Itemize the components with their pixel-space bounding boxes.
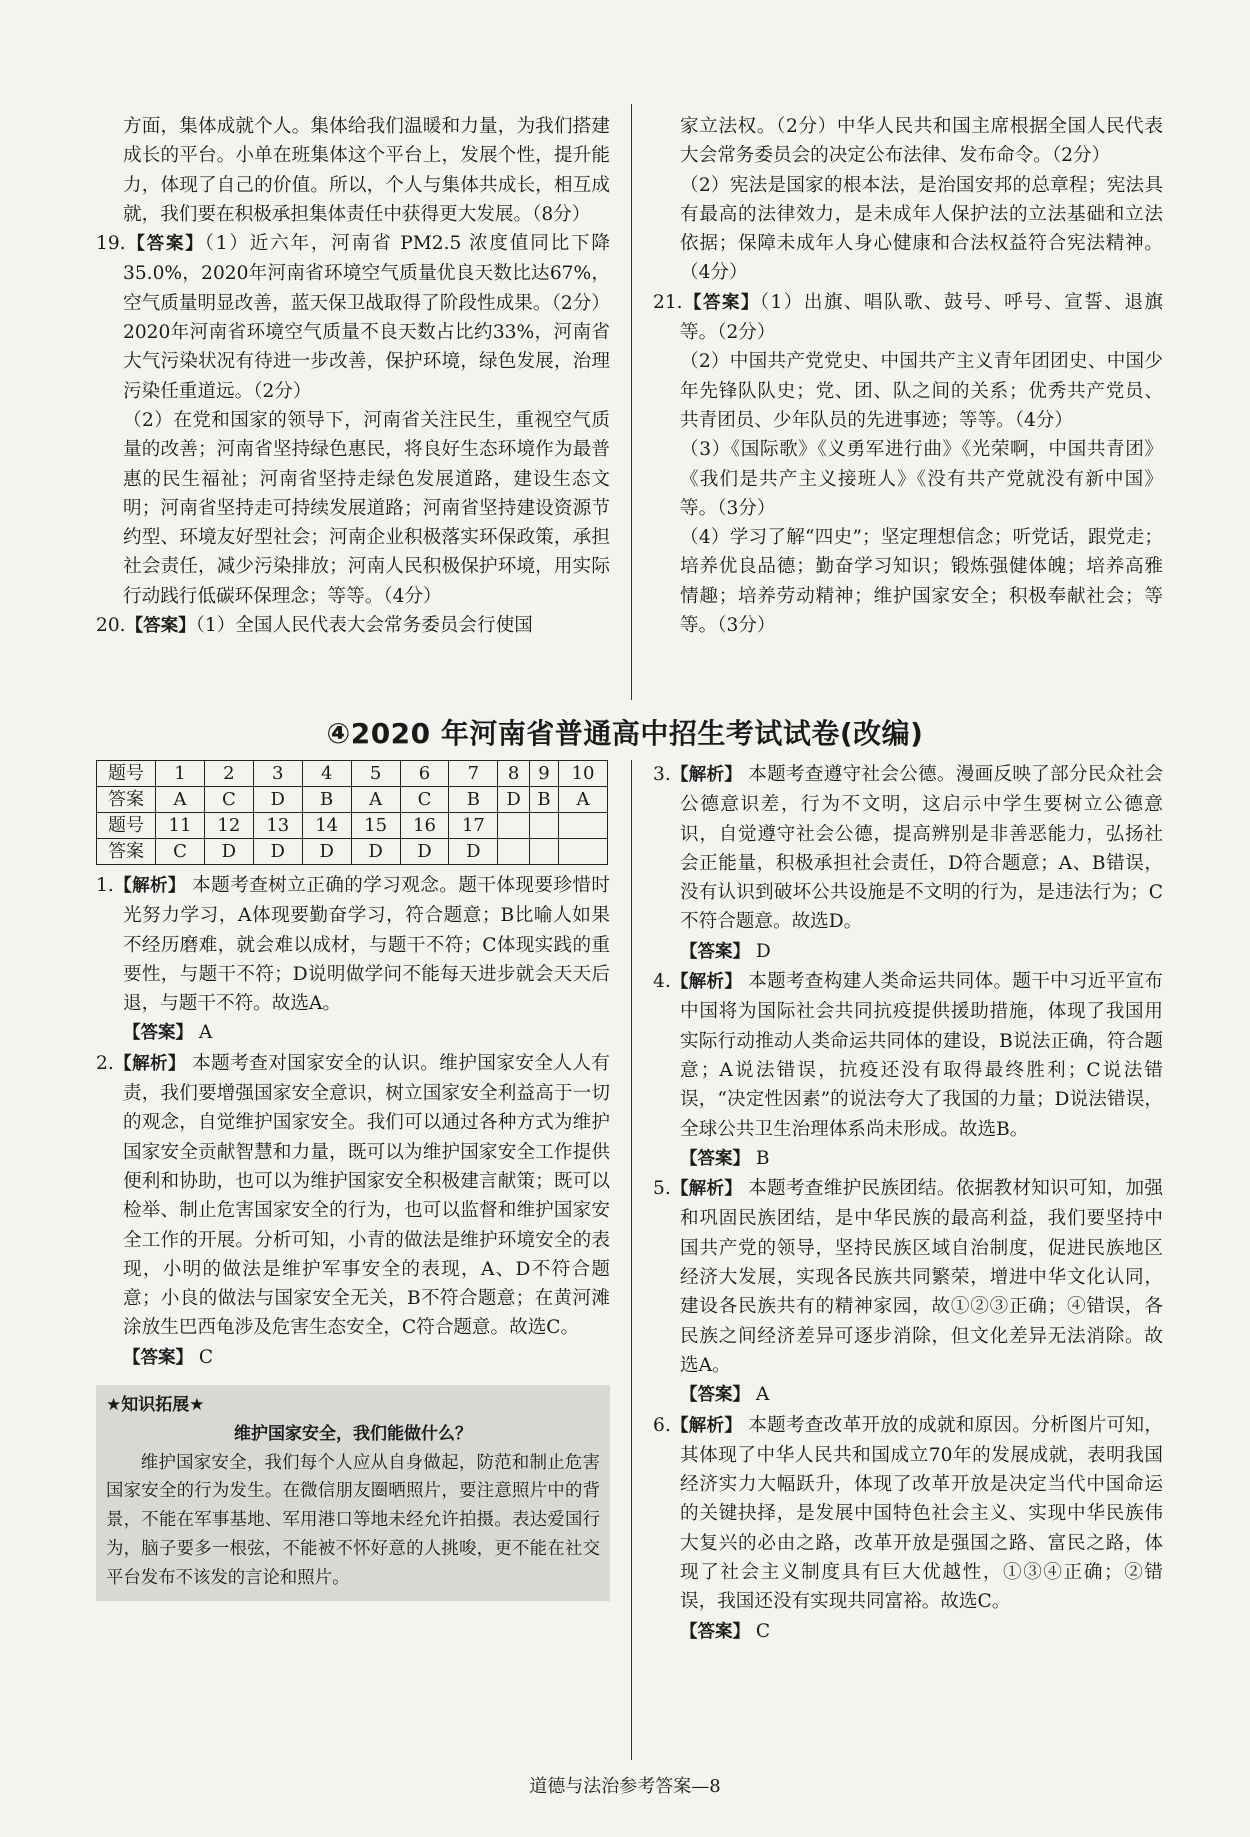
q20-answer-part2: （2）宪法是国家的根本法，是治国安邦的总章程；宪法具有最高的法律效力，是未成年人保护法的立法基础和立法依据；保障未成年人身心健康和合法权益符合宪法精神。（4分）	[680, 174, 1163, 284]
table-cell: 5	[351, 761, 400, 787]
table-cell: D	[449, 839, 498, 865]
q3-analysis: 3.【解析】 本题考查遵守社会公德。漫画反映了部分民众社会公德意识差，行为不文明，这启示中学生要树立公德意识，自觉遵守社会公德，提高辨别是非善恶能力，弘扬社会正能量，积极承担社会责任，D符合题意；A、B错误，没有认识到破坏公共设施是不文明的行为，是违法行为；C不符合题意。故选D。	[653, 764, 1163, 933]
answer-tag: 【答案】	[680, 1148, 750, 1169]
column-divider	[631, 760, 632, 1760]
table-cell: A	[559, 787, 608, 813]
table-cell: 9	[529, 761, 558, 787]
table-cell: D	[498, 787, 530, 813]
table-cell: A	[156, 787, 205, 813]
table-row	[97, 813, 608, 839]
page-footer: 道德与法治参考答案—8	[529, 1776, 721, 1797]
table-cell: 4	[302, 761, 351, 787]
q21-answer-part2: （2）中国共产党党史、中国共产主义青年团团史、中国少年先锋队队史；党、团、队之间的关系；优秀共产党员、共青团员、少年队员的先进事迹；等等。（4分）	[680, 351, 1163, 431]
bottom-left-column	[96, 760, 610, 1601]
table-cell: 答案	[97, 839, 156, 865]
q3-answer: 【答案】 D	[680, 940, 771, 962]
table-cell: C	[400, 787, 449, 813]
box-title: ★知识拓展★	[106, 1395, 205, 1416]
table-cell: C	[156, 839, 205, 865]
table-cell: 10	[559, 761, 608, 787]
answer-tag: 【答案】	[123, 1347, 193, 1368]
answer-tag: 【答案】	[680, 1385, 750, 1406]
q20-continuation: 家立法权。（2分）中华人民共和国主席根据全国人民代表大会常务委员会的决定公布法律、发布命令。（2分）	[680, 116, 1163, 167]
bottom-right-column	[653, 760, 1163, 1647]
q19-answer-part2: （2）在党和国家的领导下，河南省关注民生，重视空气质量的改善；河南省坚持绿色惠民，将良好生态环境作为最普惠的民生福祉；河南省坚持走绿色发展道路，建设生态文明；河南省坚持走可持续发展道路；河南省坚持建设资源节约型、环境友好型社会；河南企业积极落实环保政策，承担社会责任，减少污染排放；河南人民积极保护环境，用实际行动践行低碳环保理念；等等。（4分）	[123, 409, 610, 607]
q6-answer: 【答案】 C	[680, 1620, 771, 1642]
analysis-tag: 【解析】	[113, 876, 186, 896]
table-cell: D	[253, 839, 302, 865]
table-cell: A	[351, 787, 400, 813]
table-cell: 13	[253, 813, 302, 839]
q2-analysis: 2.【解析】 本题考查对国家安全的认识。维护国家安全人人有责，我们要增强国家安全意识，树立国家安全利益高于一切的观念，自觉维护国家安全。我们可以通过各种方式为维护国家安全贡献智慧和力量，既可以为维护国家安全工作提供便利和协助，也可以为维护国家安全积极建言献策；既可以检举、制止危害国家安全的行为，也可以监督和维护国家安全工作的开展。分析可知，小青的做法是维护环境安全的表现，小明的做法是维护军事安全的表现，A、D不符合题意；小良的做法与国家安全无关，B不符合题意；在黄河滩涂放生巴西龟涉及危害生态安全，C符合题意。故选C。	[96, 1052, 610, 1339]
box-subtitle: 维护国家安全，我们能做什么？	[234, 1423, 472, 1444]
knowledge-extension-box	[96, 1385, 610, 1601]
section-title: ④2020 年河南省普通高中招生考试试卷(改编)	[326, 717, 924, 750]
analysis-tag: 【解析】	[670, 765, 743, 785]
answer-tag: 【答案】	[680, 941, 750, 962]
table-row	[97, 839, 608, 865]
table-cell: C	[204, 787, 253, 813]
table-cell: 题号	[97, 813, 156, 839]
q5-analysis: 5.【解析】 本题考查维护民族团结。依据教材知识可知，加强和巩固民族团结，是中华民族的最高利益，我们要坚持中国共产党的领导，坚持民族区域自治制度，促进民族地区经济大发展，实现各民族共同繁荣，增进中华文化认同，建设各民族共有的精神家园，故①②③正确；④错误，各民族之间经济差异可逐步消除，但文化差异无法消除。故选A。	[653, 1178, 1163, 1376]
q20-answer: 20.【答案】（1）全国人民代表大会常务委员会行使国	[96, 615, 533, 637]
q19-answer: 19.【答案】（1）近六年，河南省 PM2.5 浓度值同比下降35.0%，2020年河南省环境空气质量优良天数比达67%，空气质量明显改善，蓝天保卫战取得了阶段性成果。（2分）2020年河南省环境空气质量不良天数占比约33%，河南省大气污染状况有待进一步改善，保护环境，绿色发展，治理污染任重道远。（2分）	[96, 233, 610, 402]
table-cell	[498, 813, 530, 839]
top-right-column	[653, 112, 1163, 640]
table-cell	[559, 839, 608, 865]
table-cell: 11	[156, 813, 205, 839]
column-divider	[631, 104, 632, 700]
analysis-tag: 【解析】	[670, 1415, 743, 1436]
table-cell: 1	[156, 761, 205, 787]
table-cell: B	[449, 787, 498, 813]
table-cell: 14	[302, 813, 351, 839]
table-cell: 12	[204, 813, 253, 839]
table-cell: D	[351, 839, 400, 865]
table-cell	[529, 839, 558, 865]
q18-continuation: 方面，集体成就个人。集体给我们温暖和力量，为我们搭建成长的平台。小单在班集体这个平台上，发展个性，提升能力，体现了自己的价值。所以，个人与集体共成长，相互成就，我们要在积极承担集体责任中获得更大发展。（8分）	[123, 116, 610, 225]
q1-analysis: 1.【解析】 本题考查树立正确的学习观念。题干体现要珍惜时光努力学习，A体现要勤奋学习，符合题意；B比喻人如果不经历磨难，就会难以成材，与题干不符；C体现实践的重要性，与题干不符；D说明做学问不能每天进步就会天天后退，与题干不符。故选A。	[96, 875, 610, 1015]
answer-table	[96, 760, 608, 865]
q4-analysis: 4.【解析】 本题考查构建人类命运共同体。题干中习近平宣布中国将为国际社会共同抗疫提供援助措施，体现了我国用实际行动推动人类命运共同体的建设，B说法正确，符合题意；A说法错误，抗疫还没有取得最终胜利；C说法错误，“决定性因素”的说法夸大了我国的力量；D说法错误，全球公共卫生治理体系尚未形成。故选B。	[653, 971, 1163, 1140]
table-cell: 6	[400, 761, 449, 787]
analysis-tag: 【解析】	[113, 1053, 186, 1074]
table-cell: D	[204, 839, 253, 865]
top-left-column	[96, 112, 610, 641]
table-cell: D	[253, 787, 302, 813]
q4-answer: 【答案】 B	[680, 1147, 770, 1169]
analysis-tag: 【解析】	[670, 972, 743, 993]
table-cell	[559, 813, 608, 839]
table-cell: 7	[449, 761, 498, 787]
table-cell	[529, 813, 558, 839]
answer-tag: 【答案】	[123, 1023, 193, 1044]
table-cell: D	[400, 839, 449, 865]
q21-answer-part3: （3）《国际歌》《义勇军进行曲》《光荣啊，中国共青团》《我们是共产主义接班人》《没有共产党就没有新中国》等。（3分）	[680, 439, 1163, 519]
q6-analysis: 6.【解析】 本题考查改革开放的成就和原因。分析图片可知，其体现了中华人民共和国成立70年的发展成就，表明我国经济实力大幅跃升，体现了改革开放是决定当代中国命运的关键抉择，是发展中国特色社会主义、实现中华民族伟大复兴的必由之路，改革开放是强国之路、富民之路，体现了社会主义制度具有巨大优越性，①③④正确；②错误，我国还没有实现共同富裕。故选C。	[653, 1414, 1163, 1613]
answer-tag: 【答案】	[682, 292, 760, 313]
q21-answer-part4: （4）学习了解“四史”；坚定理想信念；听党话，跟党走；培养优良品德；勤奋学习知识；锻炼强健体魄；培养高雅情趣；培养劳动精神；维护国家安全；积极奉献社会；等等。（3分）	[680, 527, 1163, 637]
table-cell: 8	[498, 761, 530, 787]
table-row	[97, 761, 608, 787]
answer-tag: 【答案】	[680, 1621, 750, 1642]
q2-answer: 【答案】 C	[123, 1346, 214, 1368]
q21-answer: 21.【答案】（1）出旗、唱队歌、鼓号、呼号、宣誓、退旗等。（2分）	[653, 291, 1163, 344]
box-body: 维护国家安全，我们每个人应从自身做起，防范和制止危害国家安全的行为发生。在微信朋友圈晒照片，要注意照片中的背景，不能在军事基地、军用港口等地未经允许拍摄。表达爱国行为，脑子要多一根弦，不能被不怀好意的人挑唆，更不能在社交平台发布不该发的言论和照片。	[106, 1452, 600, 1588]
q5-answer: 【答案】 A	[680, 1384, 770, 1406]
table-cell	[498, 839, 530, 865]
answer-tag: 【答案】	[125, 234, 205, 255]
table-cell: B	[529, 787, 558, 813]
table-cell: 3	[253, 761, 302, 787]
table-cell: 16	[400, 813, 449, 839]
table-cell: 17	[449, 813, 498, 839]
q1-answer: 【答案】 A	[123, 1022, 213, 1044]
table-cell: D	[302, 839, 351, 865]
answer-tag: 【答案】	[125, 616, 196, 637]
table-cell: 题号	[97, 761, 156, 787]
analysis-tag: 【解析】	[670, 1179, 743, 1200]
table-cell: 15	[351, 813, 400, 839]
table-cell: B	[302, 787, 351, 813]
table-cell: 答案	[97, 787, 156, 813]
table-row	[97, 787, 608, 813]
table-cell: 2	[204, 761, 253, 787]
